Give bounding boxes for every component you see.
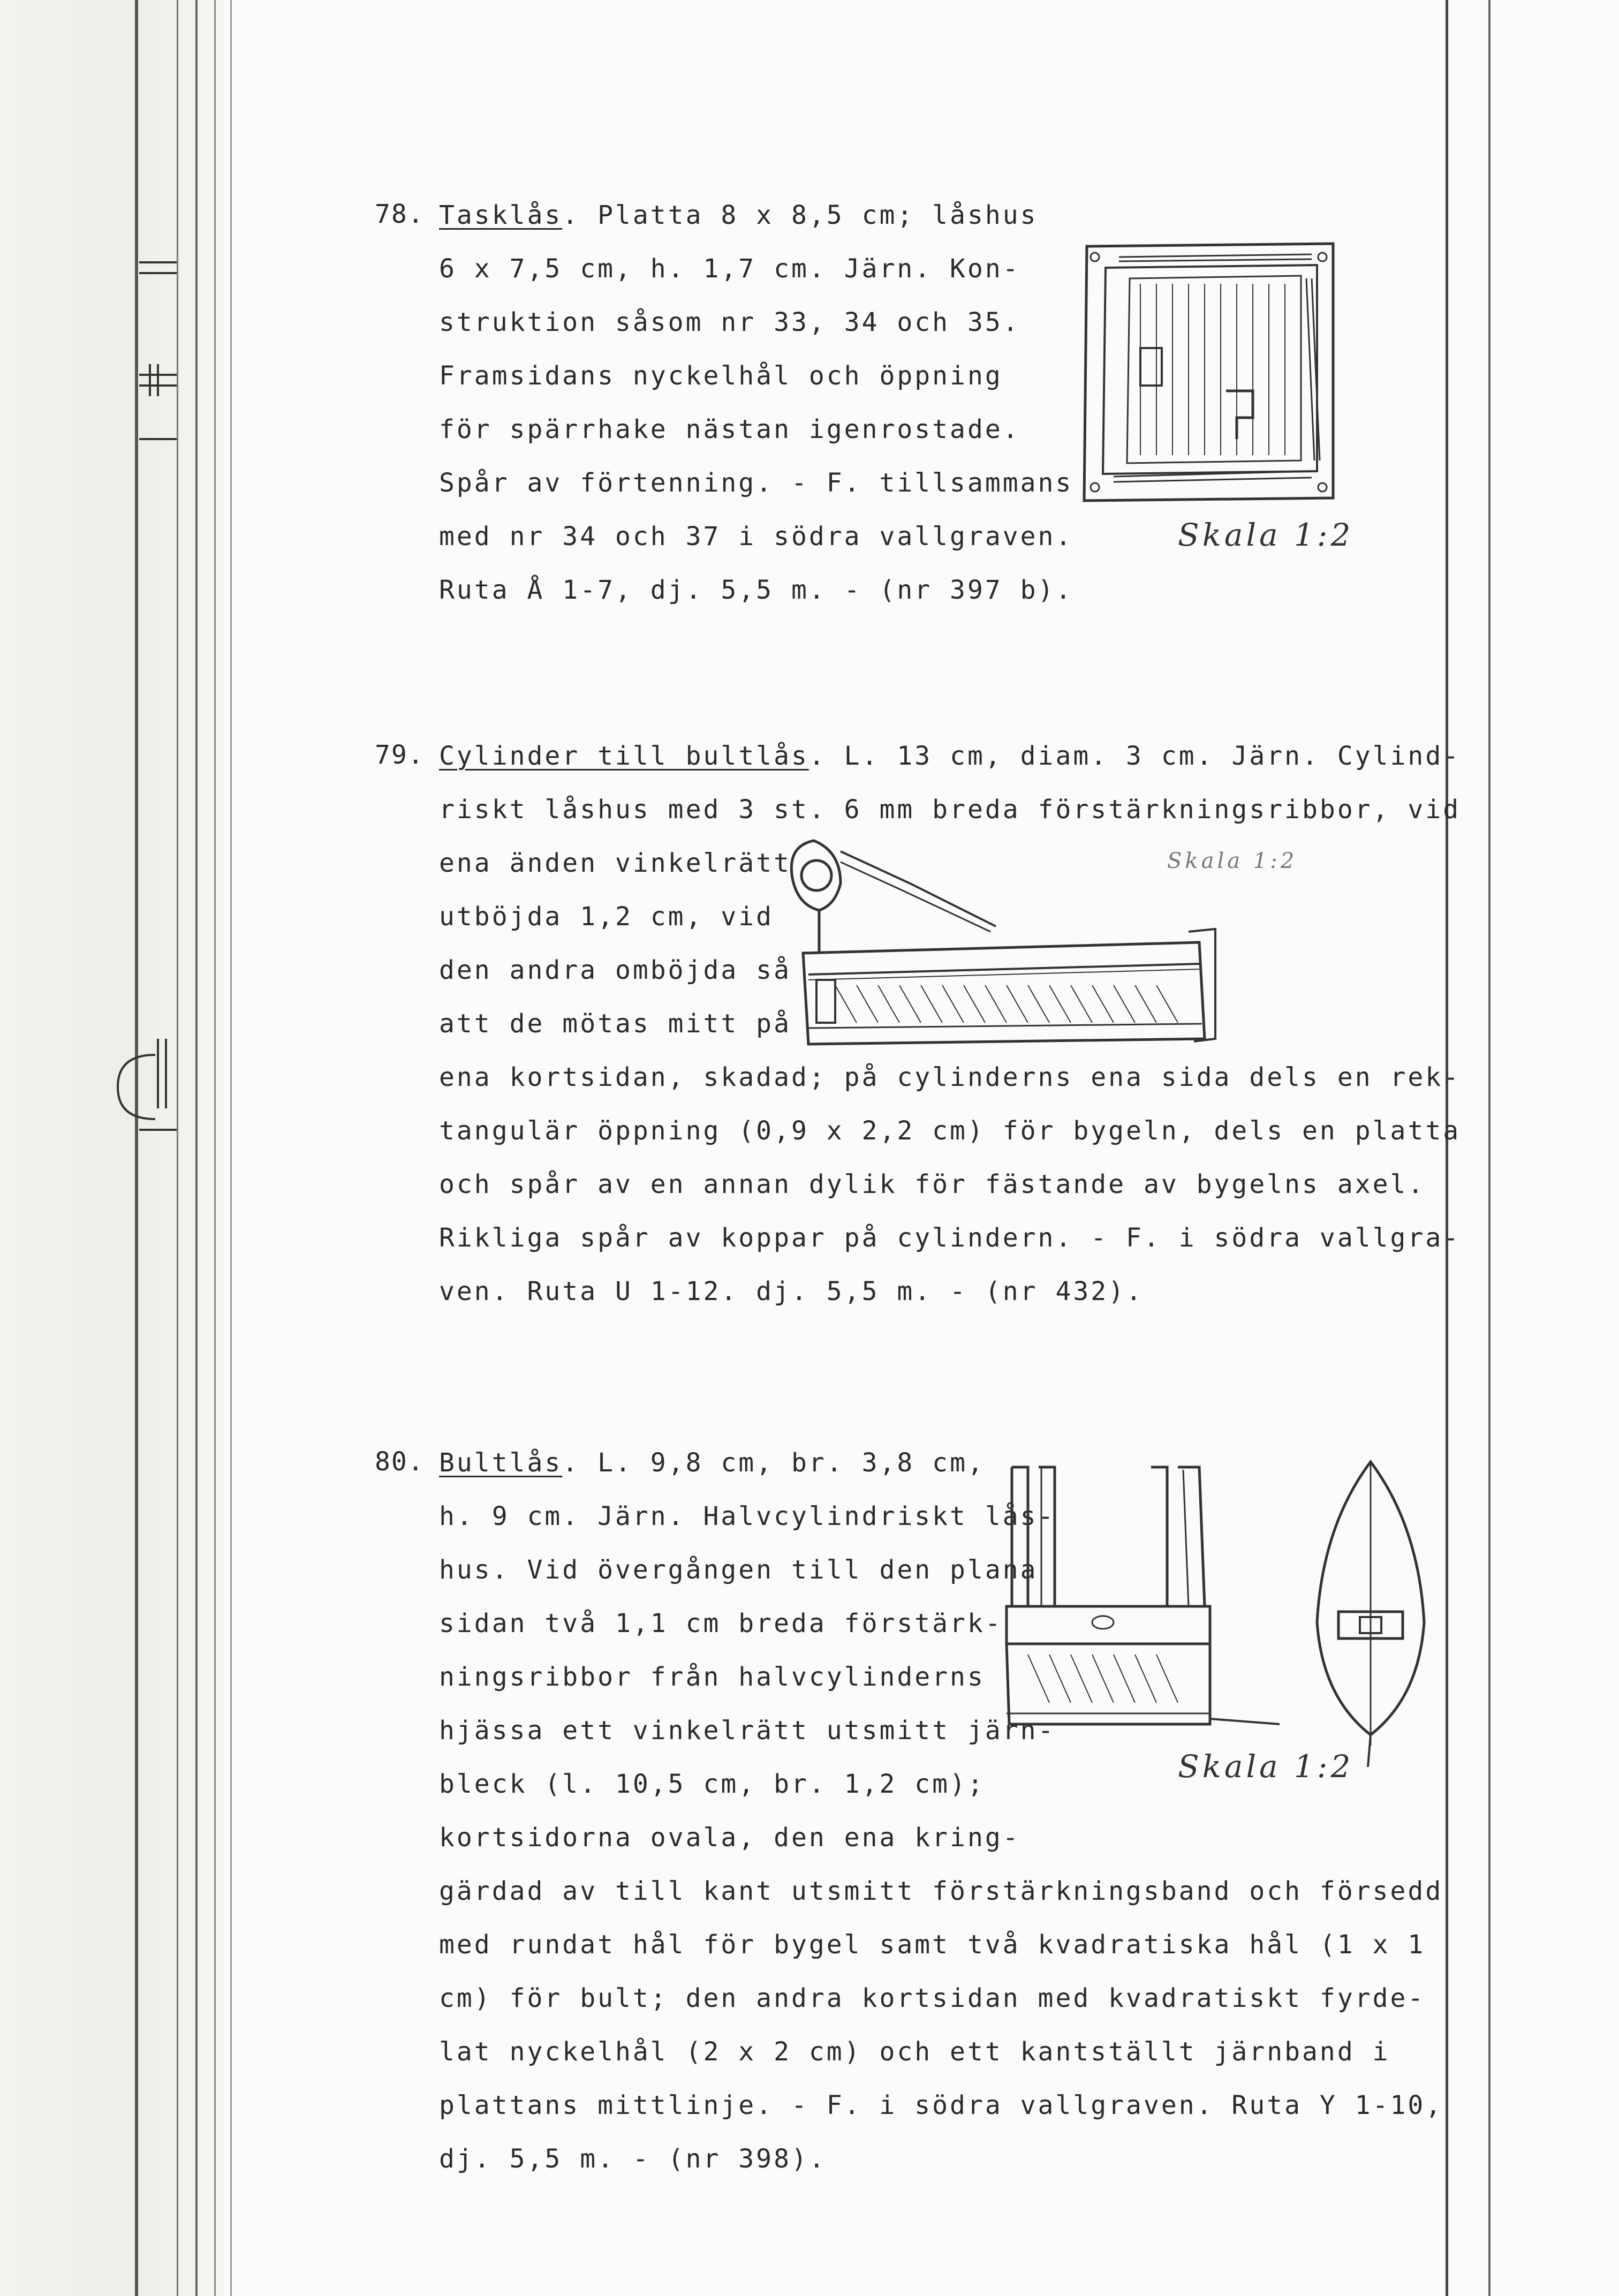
lock-plate-drawing (1076, 236, 1344, 514)
binding-marks (107, 241, 193, 1151)
scale-label: Skala 1:2 (1178, 517, 1354, 553)
entry-number: 79. (375, 740, 425, 770)
entry-text-line: Spår av förtenning. - F. tillsammans (439, 468, 1073, 498)
entry-title: Cylinder till bultlås (439, 741, 809, 771)
entry-text-line: med rundat hål för bygel samt två kvadratiska hål (1 x 1 (439, 1930, 1426, 1960)
entry-text-line: den andra omböjda så (439, 955, 791, 985)
entry-text-line: riskt låshus med 3 st. 6 mm breda förstärkningsribbor, vid (439, 795, 1461, 825)
entry-text-line: bleck (l. 10,5 cm, br. 1,2 cm); (439, 1769, 985, 1799)
entry-number: 80. (375, 1447, 425, 1477)
entry-text-line (439, 199, 1038, 231)
entry-text-line: plattans mittlinje. - F. i södra vallgraven. Ruta Y 1-10, (439, 2090, 1443, 2120)
entry-text-line: Ruta Å 1-7, dj. 5,5 m. - (nr 397 b). (439, 575, 1073, 605)
entry-text-line: för spärrhake nästan igenrostade. (439, 414, 1020, 444)
cylinder-lock-drawing (771, 825, 1231, 1055)
entry-text-line: att de mötas mitt på (439, 1009, 791, 1039)
entry-text-line: hjässa ett vinkelrätt utsmitt järn- (439, 1716, 1056, 1746)
entry-text-line: hus. Vid övergången till den plana (439, 1555, 1038, 1585)
entry-text-line: Framsidans nyckelhål och öppning (439, 361, 1003, 391)
entry-text-line: lat nyckelhål (2 x 2 cm) och ett kantställt järnband i (439, 2037, 1390, 2067)
entry-text-line: med nr 34 och 37 i södra vallgraven. (439, 522, 1073, 552)
binding-line (214, 0, 216, 2296)
entry-text: . L. 9,8 cm, br. 3,8 cm, (562, 1448, 985, 1478)
page (236, 0, 1461, 2296)
entry-text-line: utböjda 1,2 cm, vid (439, 902, 774, 932)
entry-text-line: ven. Ruta U 1-12. dj. 5,5 m. - (nr 432). (439, 1277, 1144, 1306)
entry-text-line: h. 9 cm. Järn. Halvcylindriskt lås- (439, 1501, 1056, 1531)
entry-text: . L. 13 cm, diam. 3 cm. Järn. Cylind- (808, 741, 1461, 771)
entry-text: . Platta 8 x 8,5 cm; låshus (562, 200, 1038, 230)
entry-text-line: kortsidorna ovala, den ena kring- (439, 1823, 1020, 1853)
entry-text-line (439, 1447, 985, 1479)
entry-text-line: gärdad av till kant utsmitt förstärkningsband och försedd (439, 1876, 1443, 1906)
page-edge-line (1446, 0, 1448, 2296)
entry-text-line (439, 740, 1461, 772)
entry-text-line: ena kortsidan, skadad; på cylinderns ena sida dels en rek- (439, 1062, 1461, 1092)
entry-title: Bultlås (439, 1448, 563, 1478)
entry-text-line: sidan två 1,1 cm breda förstärk- (439, 1608, 1003, 1638)
binding-line (195, 0, 198, 2296)
scale-label: Skala 1:2 (1167, 849, 1298, 873)
entry-text-line: dj. 5,5 m. - (nr 398). (439, 2144, 827, 2174)
scale-label: Skala 1:2 (1178, 1748, 1354, 1785)
entry-text-line: cm) för bult; den andra kortsidan med kvadratiskt fyrde- (439, 1983, 1426, 2013)
entry-text-line: 6 x 7,5 cm, h. 1,7 cm. Järn. Kon- (439, 254, 1020, 284)
bolt-lock-drawing (996, 1446, 1446, 1767)
entry-number: 78. (375, 199, 425, 229)
entry-text-line: och spår av en annan dylik för fästande av bygelns axel. (439, 1169, 1426, 1199)
entry-title: Tasklås (439, 200, 563, 230)
entry-text-line: struktion såsom nr 33, 34 och 35. (439, 307, 1020, 337)
entry-text-line: ningsribbor från halvcylinderns (439, 1662, 985, 1692)
entry-text-line: tangulär öppning (0,9 x 2,2 cm) för bygeln, dels en platta (439, 1116, 1461, 1146)
page-edge-line (1488, 0, 1491, 2296)
entry-text-line: ena änden vinkelrätt (439, 848, 791, 878)
binding-line (230, 0, 232, 2296)
entry-text-line: Rikliga spår av koppar på cylindern. - F. i södra vallgra- (439, 1223, 1461, 1253)
